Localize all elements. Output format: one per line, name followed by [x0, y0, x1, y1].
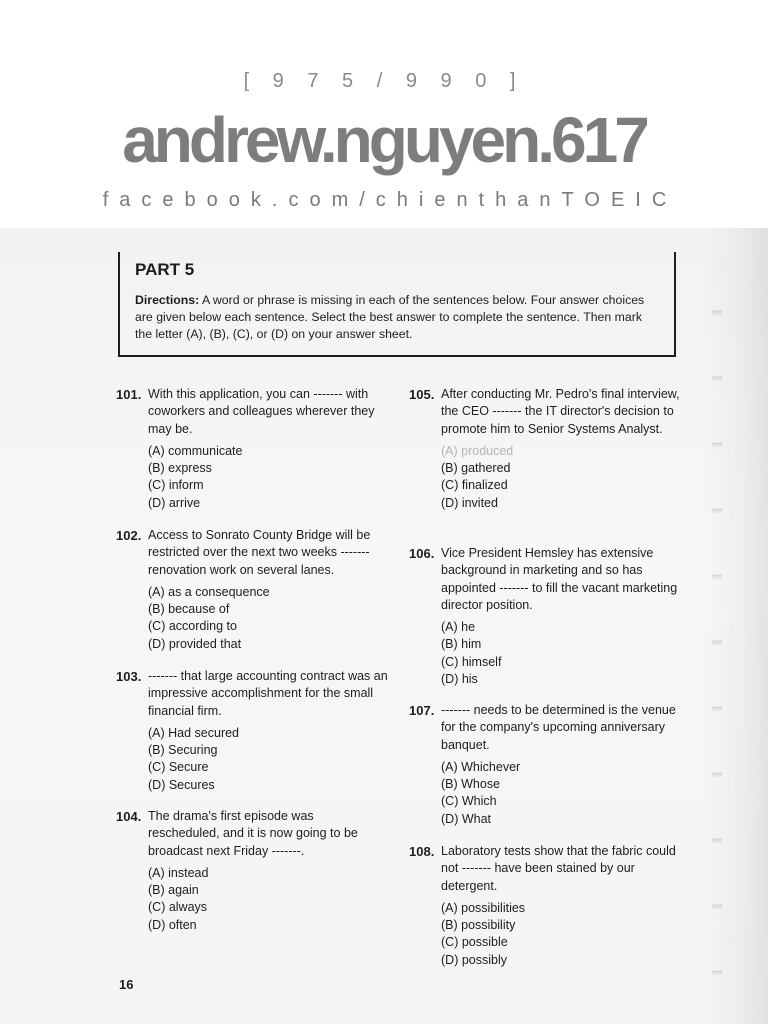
choice-a: (A) Whichever	[441, 759, 521, 774]
choice-d: (D) Secures	[148, 777, 215, 792]
choice-a: (A) possibilities	[441, 900, 526, 915]
answer-choices	[441, 619, 684, 688]
answer-choices	[148, 584, 388, 653]
choice-d: (D) invited	[441, 495, 498, 510]
answer-choices	[148, 865, 388, 934]
choice-d: (D) his	[441, 672, 478, 687]
choice-b: (B) Securing	[148, 743, 218, 758]
question-104	[116, 808, 388, 934]
directions-text: A word or phrase is missing in each of the sentences below. Four answer choices are given below each sentence. Select the best answer to complete the sentence. Then mark the letter (A), (B), (C), or (D) on your answer sheet.	[135, 293, 645, 341]
answer-choices	[441, 900, 684, 969]
question-stem: Vice President Hemsley has extensive background in marketing and so has appointed ------- to fill the vacant marketing director position.	[441, 546, 678, 612]
question-102	[116, 527, 388, 653]
page-number: 16	[119, 977, 134, 992]
choice-b: (B) express	[148, 461, 212, 476]
choice-c: (C) inform	[148, 478, 204, 493]
question-number: 107.	[409, 703, 435, 718]
choice-c: (C) finalized	[441, 478, 508, 493]
answer-choices	[148, 725, 388, 794]
question-number: 108.	[409, 844, 435, 859]
choice-c: (C) always	[148, 900, 208, 915]
answer-choices	[148, 443, 388, 512]
question-number: 103.	[116, 669, 142, 684]
question-number: 105.	[409, 387, 435, 402]
directions	[135, 292, 660, 343]
question-101	[116, 386, 388, 512]
question-stem: ------- needs to be determined is the venue for the company's upcoming anniversary banquet.	[441, 703, 676, 752]
directions-label: Directions:	[135, 293, 200, 307]
answer-choices	[441, 443, 684, 512]
choice-a: (A) instead	[148, 865, 209, 880]
choice-c: (C) himself	[441, 654, 502, 669]
answer-choices	[441, 759, 684, 828]
choice-c: (C) Secure	[148, 760, 209, 775]
watermark-score: [ 9 7 5 / 9 9 0 ]	[243, 70, 525, 92]
choice-b: (B) again	[148, 883, 199, 898]
choice-a: (A) as a consequence	[148, 584, 270, 599]
question-107	[409, 702, 684, 828]
margin-scan-marks	[712, 250, 722, 1010]
choice-b: (B) gathered	[441, 461, 511, 476]
part-5-header-box	[118, 252, 676, 357]
choice-d: (D) provided that	[148, 636, 242, 651]
question-number: 104.	[116, 809, 142, 824]
choice-b: (B) because of	[148, 602, 230, 617]
question-stem: Laboratory tests show that the fabric could not ------- have been stained by our detergent.	[441, 844, 676, 893]
question-106	[409, 545, 684, 688]
choice-a: (A) he	[441, 620, 476, 635]
question-108	[409, 843, 684, 969]
choice-b: (B) possibility	[441, 918, 516, 933]
part-title: PART 5	[135, 260, 195, 279]
choice-b: (B) Whose	[441, 777, 501, 792]
watermark-link: facebook.com/chienthanTOEIC	[102, 189, 678, 211]
question-stem: ------- that large accounting contract was an impressive accomplishment for the small financial firm.	[148, 669, 388, 718]
choice-c: (C) according to	[148, 619, 237, 634]
question-number: 101.	[116, 387, 142, 402]
choice-b: (B) him	[441, 637, 482, 652]
question-stem: The drama's first episode was rescheduled, and it is now going to be broadcast next Friday -------.	[148, 809, 358, 858]
choice-a: (A) Had secured	[148, 725, 240, 740]
choice-d: (D) arrive	[148, 495, 201, 510]
question-stem: With this application, you can ------- with coworkers and colleagues wherever they may be.	[148, 387, 375, 436]
choice-d: (D) What	[441, 811, 491, 826]
question-stem: After conducting Mr. Pedro's final interview, the CEO ------- the IT director's decision to promote him to Senior Systems Analyst.	[441, 387, 680, 436]
question-number: 106.	[409, 546, 435, 561]
choice-c: (C) Which	[441, 794, 497, 809]
question-stem: Access to Sonrato County Bridge will be restricted over the next two weeks ------- renovation work on several lanes.	[148, 528, 371, 577]
choice-d: (D) possibly	[441, 952, 507, 967]
question-number: 102.	[116, 528, 142, 543]
choice-a: (A) produced	[441, 443, 514, 458]
question-103	[116, 668, 388, 794]
choice-a: (A) communicate	[148, 443, 243, 458]
choice-d: (D) often	[148, 917, 197, 932]
question-105	[409, 386, 684, 512]
choice-c: (C) possible	[441, 935, 508, 950]
watermark-name: andrew.nguyen.617	[122, 104, 646, 176]
